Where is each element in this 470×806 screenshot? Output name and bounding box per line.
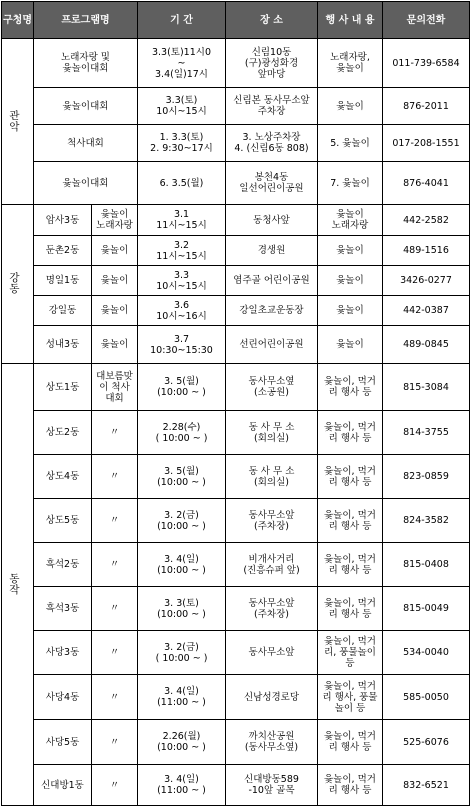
period-cell: 1. 3.3(토) 2. 9:30~17시: [138, 125, 226, 162]
phone-cell: 017-208-1551: [383, 125, 470, 162]
content-cell: 윷놀이 노래자랑: [318, 205, 383, 236]
place-cell: 동 사 무 소 (회의실): [226, 455, 318, 499]
period-cell: 3.3(토)11시0 ~ 3.4(일)17시: [138, 39, 226, 88]
place-cell: 경생원: [226, 236, 318, 266]
content-cell: 윷놀이: [318, 326, 383, 364]
dong-cell: 성내3동: [34, 326, 92, 364]
phone-cell: 489-0845: [383, 326, 470, 364]
content-cell: 윷놀이, 먹거 리, 풍물놀이 등: [318, 631, 383, 675]
dong-cell: 상도4동: [34, 455, 92, 499]
period-cell: 3.3 10시~15시: [138, 266, 226, 296]
dong-cell: 상도5동: [34, 499, 92, 543]
phone-cell: 525-6076: [383, 720, 470, 765]
dong-cell: 사당5동: [34, 720, 92, 765]
program-cell: 〃: [92, 543, 138, 587]
phone-cell: 876-4041: [383, 162, 470, 205]
table-row: [2, 543, 470, 587]
phone-cell: 815-0408: [383, 543, 470, 587]
place-cell: 까치산공원 (동사무소옆): [226, 720, 318, 765]
program-cell: 척사대회: [34, 125, 138, 162]
place-cell: 선린어린이공원: [226, 326, 318, 364]
phone-cell: 832-6521: [383, 765, 470, 806]
content-cell: 윷놀이, 먹거 리 행사 등: [318, 411, 383, 455]
table-row: [2, 411, 470, 455]
header-content: 행 사 내 용: [318, 2, 383, 39]
period-cell: 3.3(토) 10시~15시: [138, 88, 226, 125]
period-cell: 3.2 11시~15시: [138, 236, 226, 266]
program-cell: 〃: [92, 675, 138, 720]
program-cell: 〃: [92, 411, 138, 455]
table-row: [2, 364, 470, 411]
program-cell: 윷놀이대회: [34, 88, 138, 125]
period-cell: 2.28(수) ( 10:00 ~ ): [138, 411, 226, 455]
content-cell: 윷놀이: [318, 88, 383, 125]
table-row: [2, 587, 470, 631]
program-cell: 〃: [92, 631, 138, 675]
phone-cell: 823-0859: [383, 455, 470, 499]
event-schedule-table: [1, 1, 470, 806]
period-cell: 3. 2(금) (10:00 ~ ): [138, 499, 226, 543]
table-row: [2, 326, 470, 364]
period-cell: 3. 4(일) (11:00 ~ ): [138, 675, 226, 720]
place-cell: 염주골 어린이공원: [226, 266, 318, 296]
district-cell: 동 작: [2, 364, 34, 806]
header-place: 장 소: [226, 2, 318, 39]
place-cell: 동사무소앞 (주차장): [226, 499, 318, 543]
period-cell: 3. 4(일) (10:00 ~ ): [138, 543, 226, 587]
dong-cell: 흑석2동: [34, 543, 92, 587]
program-cell: 윷놀이: [92, 296, 138, 326]
table-row: [2, 39, 470, 88]
period-cell: 3.6 10시~16시: [138, 296, 226, 326]
dong-cell: 상도2동: [34, 411, 92, 455]
program-cell: 윷놀이대회: [34, 162, 138, 205]
table-row: [2, 631, 470, 675]
table-row: [2, 499, 470, 543]
header-period: 기 간: [138, 2, 226, 39]
program-cell: 〃: [92, 765, 138, 806]
phone-cell: 814-3755: [383, 411, 470, 455]
content-cell: 윷놀이, 먹거 리 행사 등: [318, 364, 383, 411]
place-cell: 동사무소앞: [226, 631, 318, 675]
table-row: [2, 296, 470, 326]
program-cell: 〃: [92, 499, 138, 543]
header-district: 구청명: [2, 2, 34, 39]
content-cell: 윷놀이, 먹거 리 행사, 풍물 놀이 등: [318, 675, 383, 720]
program-cell: 대보름맞 이 척사 대회: [92, 364, 138, 411]
dong-cell: 상도1동: [34, 364, 92, 411]
period-cell: 6. 3.5(월): [138, 162, 226, 205]
place-cell: 신남성경로당: [226, 675, 318, 720]
table-row: [2, 455, 470, 499]
period-cell: 3.1 11시~15시: [138, 205, 226, 236]
table-row: [2, 720, 470, 765]
phone-cell: 011-739-6584: [383, 39, 470, 88]
program-cell: 〃: [92, 455, 138, 499]
content-cell: 윷놀이: [318, 296, 383, 326]
place-cell: 비개사거리 (진흥슈퍼 앞): [226, 543, 318, 587]
content-cell: 5. 윷놀이: [318, 125, 383, 162]
period-cell: 3. 3(토) (10:00 ~ ): [138, 587, 226, 631]
place-cell: 동 사 무 소 (회의실): [226, 411, 318, 455]
content-cell: 윷놀이: [318, 236, 383, 266]
phone-cell: 534-0040: [383, 631, 470, 675]
phone-cell: 3426-0277: [383, 266, 470, 296]
dong-cell: 강일동: [34, 296, 92, 326]
program-cell: 윷놀이: [92, 236, 138, 266]
table-row: [2, 236, 470, 266]
table-row: [2, 765, 470, 806]
phone-cell: 815-0049: [383, 587, 470, 631]
program-cell: 윷놀이: [92, 326, 138, 364]
content-cell: 노래자랑, 윷놀이: [318, 39, 383, 88]
dong-cell: 신대방1동: [34, 765, 92, 806]
phone-cell: 876-2011: [383, 88, 470, 125]
table-row: [2, 266, 470, 296]
content-cell: 윷놀이, 먹거 리 행사 등: [318, 720, 383, 765]
phone-cell: 442-0387: [383, 296, 470, 326]
header-phone: 문의전화: [383, 2, 470, 39]
place-cell: 동사무소옆 (소공원): [226, 364, 318, 411]
dong-cell: 암사3동: [34, 205, 92, 236]
dong-cell: 명일1동: [34, 266, 92, 296]
table-header-row: [2, 2, 470, 39]
period-cell: 3. 5(월) (10:00 ~ ): [138, 364, 226, 411]
content-cell: 윷놀이, 먹거 리 행사 등: [318, 765, 383, 806]
table-row: [2, 205, 470, 236]
dong-cell: 사당4동: [34, 675, 92, 720]
table-row: [2, 125, 470, 162]
district-cell: 강 동: [2, 205, 34, 364]
phone-cell: 442-2582: [383, 205, 470, 236]
period-cell: 3. 2(금) ( 10:00 ~ ): [138, 631, 226, 675]
content-cell: 7. 윷놀이: [318, 162, 383, 205]
period-cell: 3.7 10:30~15:30: [138, 326, 226, 364]
place-cell: 3. 노상주차장 4. (신림6동 808): [226, 125, 318, 162]
phone-cell: 585-0050: [383, 675, 470, 720]
program-cell: 윷놀이: [92, 266, 138, 296]
program-cell: 노래자랑 및 윷놀이대회: [34, 39, 138, 88]
content-cell: 윷놀이: [318, 266, 383, 296]
table-row: [2, 88, 470, 125]
dong-cell: 흑석3동: [34, 587, 92, 631]
place-cell: 동청사앞: [226, 205, 318, 236]
period-cell: 3. 4(일) (11:00 ~ ): [138, 765, 226, 806]
place-cell: 동사무소앞 (주차장): [226, 587, 318, 631]
content-cell: 윷놀이, 먹거 리 행사 등: [318, 499, 383, 543]
content-cell: 윷놀이, 먹거 리 행사 등: [318, 587, 383, 631]
dong-cell: 사당3동: [34, 631, 92, 675]
table-row: [2, 675, 470, 720]
place-cell: 신림10동 (구)광성화경 앞마당: [226, 39, 318, 88]
program-cell: 윷놀이 노래자랑: [92, 205, 138, 236]
phone-cell: 489-1516: [383, 236, 470, 266]
period-cell: 3. 5(월) (10:00 ~ ): [138, 455, 226, 499]
phone-cell: 824-3582: [383, 499, 470, 543]
place-cell: 강일초교운동장: [226, 296, 318, 326]
program-cell: 〃: [92, 720, 138, 765]
phone-cell: 815-3084: [383, 364, 470, 411]
district-cell: 관 악: [2, 39, 34, 205]
place-cell: 신림본 동사무소앞 주차장: [226, 88, 318, 125]
header-program: 프로그램명: [34, 2, 138, 39]
place-cell: 봉천4동 일선어린이공원: [226, 162, 318, 205]
table-row: [2, 162, 470, 205]
program-cell: 〃: [92, 587, 138, 631]
content-cell: 윷놀이, 먹거 리 행사 등: [318, 543, 383, 587]
place-cell: 신대방동589 -10앞 골목: [226, 765, 318, 806]
period-cell: 2.26(월) (10:00 ~ ): [138, 720, 226, 765]
content-cell: 윷놀이, 먹거 리 행사 등: [318, 455, 383, 499]
dong-cell: 둔촌2동: [34, 236, 92, 266]
